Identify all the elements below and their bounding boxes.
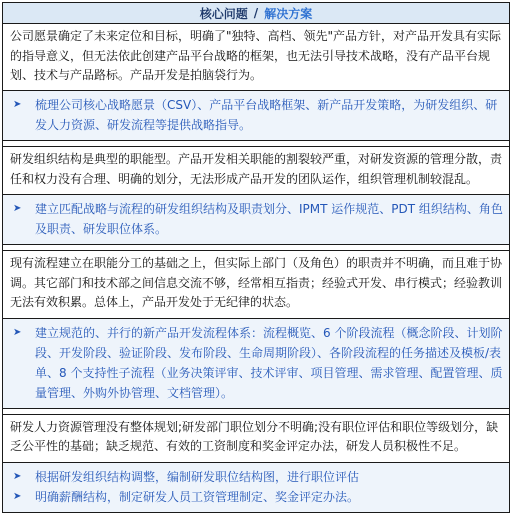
header-solution-label: 解决方案	[264, 6, 313, 21]
solution-text: 根据研发组织结构调整，编制研发职位结构图，进行职位评估	[35, 469, 360, 484]
problem-cell: 研发人力资源管理没有整体规划;研发部门职位划分不明确;没有职位评估和职位等级划分，缺乏公平性的基础；缺乏规范、有效的工资制度和奖金评定办法，研发人员积极性不足。	[3, 415, 509, 463]
header-problem-label: 核心问题	[199, 6, 248, 21]
solution-cell	[3, 91, 509, 141]
problem-cell: 研发组织结构是典型的职能型。产品开发相关职能的割裂较严重，对研发资源的管理分散，责任和权力没有合理、明确的划分，无法形成产品开发的团队运作，组织管理机制较混乱。	[3, 147, 509, 195]
arrow-bullet-icon: ➤	[13, 99, 22, 110]
solution-item	[13, 323, 504, 403]
problem-cell: 公司愿景确定了未来定位和目标，明确了"独特、高档、领先"产品方针，对产品开发具有实际的指导意义，但无法依此创建产品平台战略的框架，也无法引导技术战略，没有产品平台规划、技术与产品路标。产品开发是拍脑袋行为。	[3, 24, 509, 91]
problem-solution-table	[2, 2, 510, 513]
arrow-bullet-icon: ➤	[13, 326, 22, 338]
solution-item	[13, 199, 504, 239]
arrow-bullet-icon: ➤	[13, 470, 22, 482]
solution-text: 梳理公司核心战略愿景（CSV）、产品平台战略框架、新产品开发策略，为研发组织、研发人力资源、研发流程等提供战略指导。	[35, 98, 498, 132]
solution-text: 明确薪酬结构，制定研发人员工资管理制定、奖金评定办法。	[35, 489, 360, 504]
solution-text: 建立匹配战略与流程的研发组织结构及职责划分、IPMT 运作规范、PDT 组织结构、角色及职责、研发职位体系。	[35, 202, 503, 236]
solution-cell	[3, 463, 509, 512]
problem-cell: 现有流程建立在职能分工的基础之上，但实际上部门（及角色）的职责并不明确，而且难于协调。其它部门和技术部之间信息交流不够，经常相互指责；经验式开发、串行模式；经验教训无法有效积累。总体上，产品开发处于无纪律的状态。	[3, 251, 509, 319]
arrow-bullet-icon: ➤	[13, 203, 22, 214]
solution-cell	[3, 319, 509, 409]
solution-item	[13, 95, 504, 135]
arrow-bullet-icon: ➤	[13, 490, 22, 502]
solution-text: 建立规范的、并行的新产品开发流程体系：流程概览、6 个阶段流程（概念阶段、计划阶段、开发阶段、验证阶段、发布阶段、生命周期阶段）、各阶段流程的任务描述及模板/表单、8 个支持性子流程（业务决策评审、技术评审、项目管理、需求管理、配置管理、质量管理、外购外协管理、文档管理）。	[35, 325, 503, 400]
solution-cell	[3, 195, 509, 245]
table-header	[3, 3, 509, 24]
solution-item	[13, 467, 504, 487]
header-separator: /	[253, 6, 259, 20]
solution-item	[13, 487, 504, 507]
